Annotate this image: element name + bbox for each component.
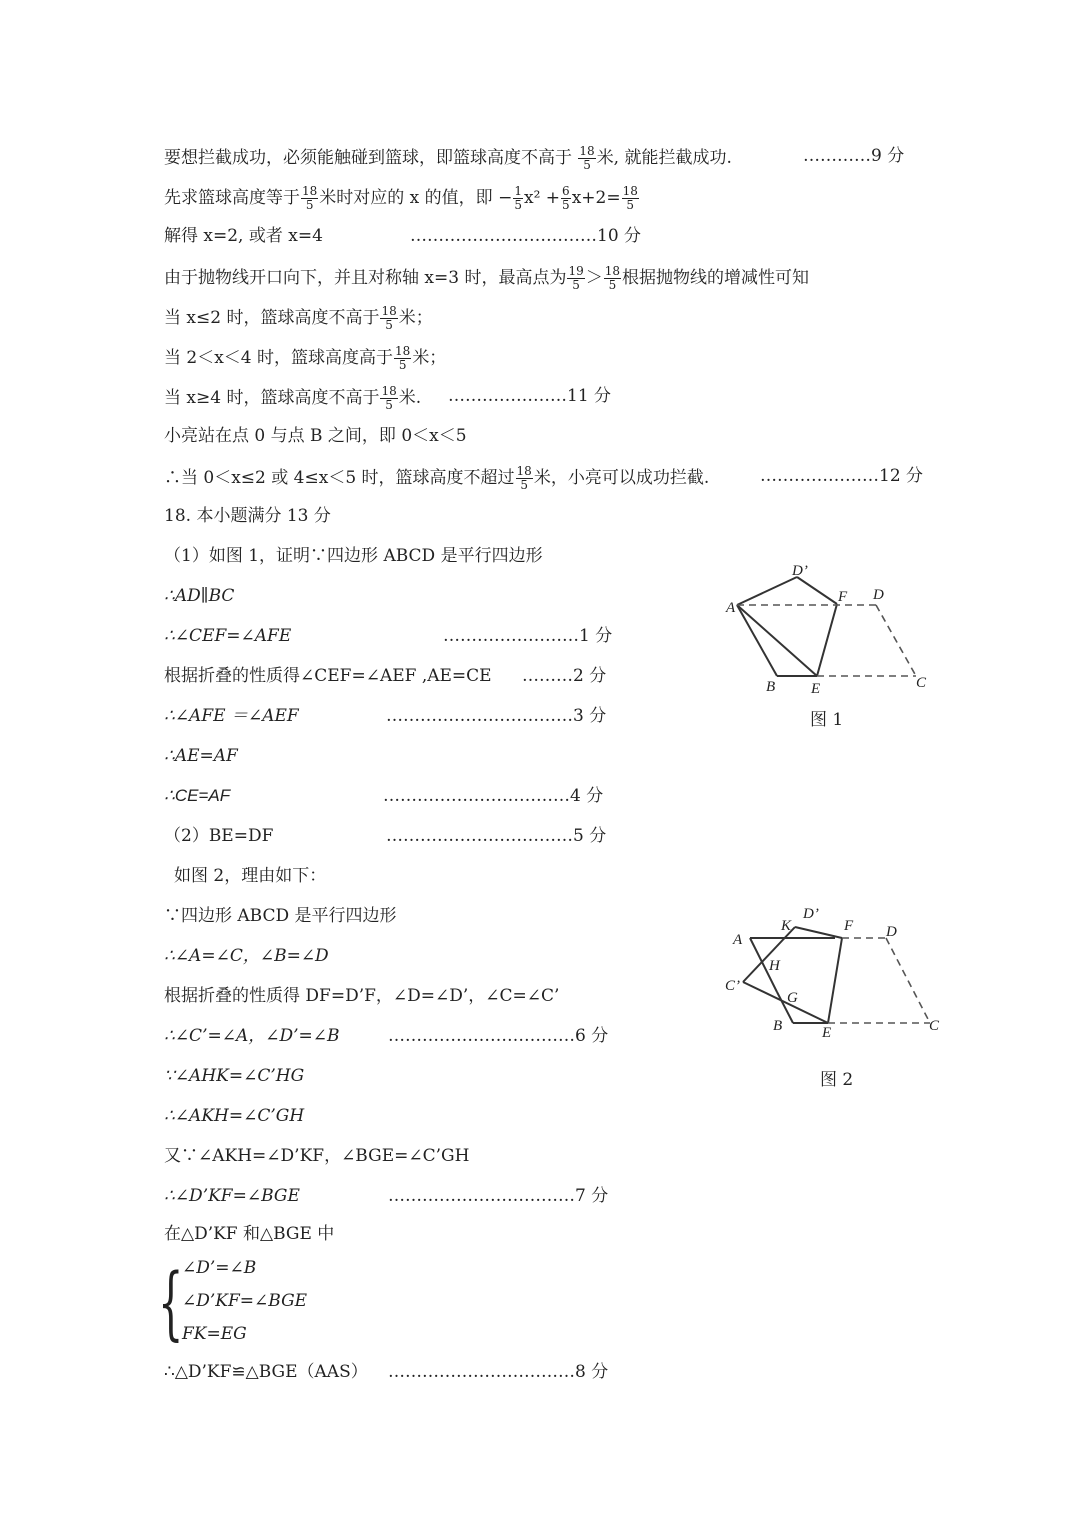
score-6: ……………………………6 分 xyxy=(388,1026,609,1046)
line-12: ∴AD∥BC xyxy=(164,586,235,606)
line-3: 解得 x=2, 或者 x=4 xyxy=(164,226,323,246)
text: 米时对应的 x 的值，即 xyxy=(319,188,493,208)
label-Dprime: D’ xyxy=(803,906,819,922)
line-15: ∴∠AFE ＝∠AEF xyxy=(164,706,299,726)
line-14: 根据折叠的性质得∠CEF=∠AEF ,AE=CE xyxy=(164,666,492,686)
edge-D'F xyxy=(797,577,837,604)
line-18: （2）BE=DF xyxy=(164,826,274,846)
line-9 xyxy=(164,465,709,492)
line-23: ∴∠C’=∠A，∠D’=∠B xyxy=(164,1026,340,1046)
fraction-6-5: $\frac{6}{5}$ xyxy=(562,184,570,212)
label-C: C xyxy=(916,675,927,691)
label-D: D xyxy=(873,587,884,603)
line-2 xyxy=(164,185,640,212)
brace-line-2: ∠D’KF=∠BGE xyxy=(182,1291,308,1311)
brace-line-3: FK=EG xyxy=(182,1324,247,1344)
fraction-1-5: $\frac{1}{5}$ xyxy=(514,184,522,212)
line-6 xyxy=(164,345,446,372)
line-5 xyxy=(164,305,433,332)
text: 米； xyxy=(412,348,447,368)
edge-FE xyxy=(828,938,842,1023)
edge-FE xyxy=(817,604,837,676)
text: 米； xyxy=(398,308,433,328)
eq-text: x+2= xyxy=(571,188,621,208)
line-20: ∵四边形 ABCD 是平行四边形 xyxy=(164,906,397,926)
label-A: A xyxy=(726,600,736,616)
figure-1 xyxy=(710,555,950,700)
score-5: ……………………………5 分 xyxy=(386,826,607,846)
score-11: …………………11 分 xyxy=(448,386,612,406)
label-Dprime: D’ xyxy=(792,563,808,579)
line-4 xyxy=(164,265,809,292)
fraction-18-5: $\frac{18}{5}$ xyxy=(381,304,397,332)
fraction-18-5: $\frac{18}{5}$ xyxy=(622,184,638,212)
line-22: 根据折叠的性质得 DF=D’F，∠D=∠D’，∠C=∠C’ xyxy=(164,986,560,1006)
fraction-18-5: $\frac{18}{5}$ xyxy=(395,344,411,372)
score-12: …………………12 分 xyxy=(760,466,924,486)
brace-line-1: ∠D’=∠B xyxy=(182,1258,257,1278)
eq-text: x² + xyxy=(523,188,561,208)
label-K: K xyxy=(781,918,792,934)
line-17: ∴CE=AF xyxy=(164,786,231,805)
label-F: F xyxy=(844,918,854,934)
line-8: 小亮站在点 0 与点 B 之间，即 0＜x＜5 xyxy=(164,426,467,446)
figure-2-caption: 图 2 xyxy=(820,1070,854,1090)
figure-1-caption: 图 1 xyxy=(810,710,844,730)
edge-AB xyxy=(737,605,777,676)
label-A: A xyxy=(733,932,743,948)
text: 当 x≤2 时，篮球高度不高于 xyxy=(164,308,380,328)
score-3: ……………………………3 分 xyxy=(386,706,607,726)
fraction-19-5: $\frac{19}{5}$ xyxy=(568,264,584,292)
label-D: D xyxy=(886,924,897,940)
line-16: ∴AE=AF xyxy=(164,746,238,766)
edge-AE xyxy=(737,605,817,676)
score-1: ……………………1 分 xyxy=(443,626,613,646)
question-18-title: 18. 本小题满分 13 分 xyxy=(164,506,331,526)
text: 由于抛物线开口向下，并且对称轴 x=3 时，最高点为 xyxy=(164,268,567,288)
text: 米, 就能拦截成功. xyxy=(596,148,732,168)
score-9: …………9 分 xyxy=(803,146,905,166)
text: 米. xyxy=(398,388,422,408)
score-2: ………2 分 xyxy=(522,666,607,686)
label-F: F xyxy=(838,589,848,605)
score-8: ……………………………8 分 xyxy=(388,1362,609,1382)
fraction-18-5: $\frac{18}{5}$ xyxy=(579,144,595,172)
label-E: E xyxy=(811,681,821,697)
figure-2 xyxy=(715,900,955,1040)
line-25: ∴∠AKH=∠C’GH xyxy=(164,1106,305,1126)
label-B: B xyxy=(766,679,776,695)
text: 当 x≥4 时，篮球高度不高于 xyxy=(164,388,380,408)
edge-DC-dashed xyxy=(886,938,930,1023)
score-10: ……………………………10 分 xyxy=(410,226,642,246)
line-27: ∴∠D’KF=∠BGE xyxy=(164,1186,300,1206)
edge-D'F xyxy=(795,927,842,938)
line-7 xyxy=(164,385,421,412)
label-B: B xyxy=(773,1018,783,1034)
fraction-18-5: $\frac{18}{5}$ xyxy=(604,264,621,292)
line-28: 在△D’KF 和△BGE 中 xyxy=(164,1224,335,1244)
left-brace: { xyxy=(158,1256,184,1349)
edge-AD' xyxy=(737,577,797,605)
line-24: ∵∠AHK=∠C’HG xyxy=(164,1066,305,1086)
text: 先求篮球高度等于 xyxy=(164,188,300,208)
line-13: ∴∠CEF=∠AFE xyxy=(164,626,292,646)
label-E: E xyxy=(822,1025,832,1040)
line-26: 又∵∠AKH=∠D’KF，∠BGE=∠C’GH xyxy=(164,1146,470,1166)
text: 要想拦截成功，必须能触碰到篮球，即篮球高度不高于 xyxy=(164,148,572,168)
score-7: ……………………………7 分 xyxy=(388,1186,609,1206)
gt-sign: ＞ xyxy=(585,268,603,288)
label-C: C xyxy=(929,1018,940,1034)
label-G: G xyxy=(787,990,798,1006)
text: 根据抛物线的增减性可知 xyxy=(622,268,810,288)
edge-C'E xyxy=(743,982,828,1023)
label-Cprime: C’ xyxy=(725,978,740,994)
fraction-18-5: $\frac{18}{5}$ xyxy=(516,464,532,492)
text: 当 2＜x＜4 时，篮球高度高于 xyxy=(164,348,394,368)
text: ∴当 0＜x≤2 或 4≤x＜5 时，篮球高度不超过 xyxy=(164,468,515,488)
line-1 xyxy=(164,145,732,172)
line-19: 如图 2，理由如下： xyxy=(174,866,327,886)
edge-DC-dashed xyxy=(876,605,916,676)
line-29: ∴△D’KF≌△BGE（AAS） xyxy=(164,1362,368,1382)
line-11: （1）如图 1，证明∵四边形 ABCD 是平行四边形 xyxy=(164,546,543,566)
fraction-18-5: $\frac{18}{5}$ xyxy=(302,184,318,212)
minus-sign: − xyxy=(498,188,513,208)
score-4: ……………………………4 分 xyxy=(383,786,604,806)
line-21: ∴∠A=∠C，∠B=∠D xyxy=(164,946,329,966)
label-H: H xyxy=(769,958,780,974)
text: 米，小亮可以成功拦截. xyxy=(533,468,710,488)
fraction-18-5: $\frac{18}{5}$ xyxy=(381,384,397,412)
